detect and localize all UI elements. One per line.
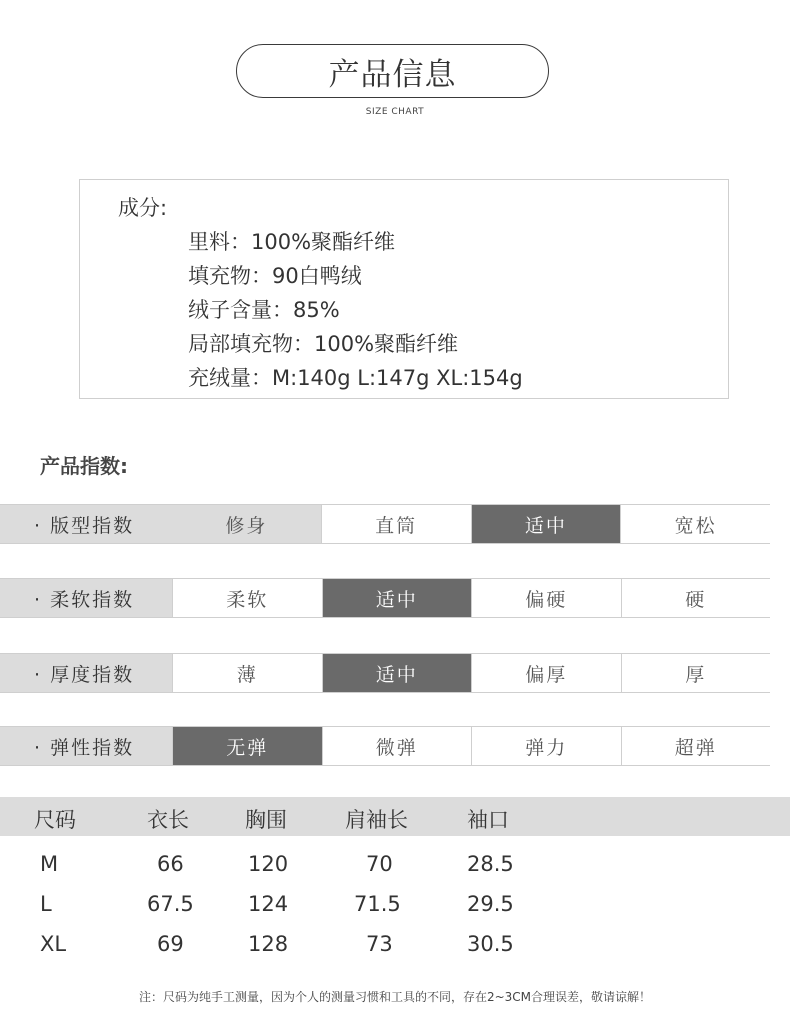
index-option: 硬 <box>621 579 771 617</box>
index-option: 修身 <box>172 505 321 543</box>
index-option: 偏硬 <box>471 579 621 617</box>
index-option-selected: 适中 <box>322 579 472 617</box>
table-row <box>0 932 790 972</box>
index-section-title: 产品指数: <box>40 454 128 478</box>
size-header-cell: 袖口 <box>467 808 509 832</box>
table-row <box>0 892 790 932</box>
index-option-selected: 适中 <box>471 505 621 543</box>
measurement-note: 注：尺码为纯手工测量，因为个人的测量习惯和工具的不同，存在2~3CM合理误差，敬请谅解！ <box>138 990 652 1004</box>
size-cell: 128 <box>248 932 289 956</box>
size-cell: 66 <box>157 852 184 876</box>
table-row <box>0 852 790 892</box>
index-option: 偏厚 <box>471 654 621 692</box>
page-title-text: 产品信息 <box>328 56 457 93</box>
composition-line: 绒子含量：85% <box>188 298 340 322</box>
index-option-selected: 无弹 <box>172 727 322 765</box>
index-option: 超弹 <box>621 727 771 765</box>
size-cell: XL <box>40 932 67 956</box>
index-row-fit <box>0 504 770 544</box>
size-cell: 28.5 <box>467 852 514 876</box>
index-row-elasticity <box>0 726 770 766</box>
size-cell: 29.5 <box>467 892 514 916</box>
size-cell: L <box>40 892 52 916</box>
size-cell: 124 <box>248 892 289 916</box>
index-row-softness <box>0 578 770 618</box>
size-cell: 73 <box>366 932 393 956</box>
index-option-selected: 适中 <box>322 654 472 692</box>
composition-line: 局部填充物：100%聚酯纤维 <box>188 332 459 356</box>
composition-heading: 成分: <box>118 196 168 220</box>
index-row-label: · 版型指数 <box>0 505 172 543</box>
size-cell: 69 <box>157 932 184 956</box>
size-header-cell: 胸围 <box>245 808 287 832</box>
size-header-cell: 肩袖长 <box>345 808 408 832</box>
composition-line: 里料：100%聚酯纤维 <box>188 230 396 254</box>
size-cell: M <box>40 852 59 876</box>
index-option: 柔软 <box>172 579 322 617</box>
index-option: 厚 <box>621 654 771 692</box>
size-cell: 71.5 <box>354 892 401 916</box>
composition-box <box>79 179 729 399</box>
index-option: 宽松 <box>620 505 770 543</box>
size-header-cell: 尺码 <box>34 808 76 832</box>
index-option: 直筒 <box>321 505 471 543</box>
size-cell: 120 <box>248 852 289 876</box>
index-option: 弹力 <box>471 727 621 765</box>
size-cell: 30.5 <box>467 932 514 956</box>
size-table-header <box>0 797 790 836</box>
composition-line: 填充物：90白鸭绒 <box>188 264 362 288</box>
size-cell: 70 <box>366 852 393 876</box>
index-row-label: · 弹性指数 <box>0 727 172 765</box>
index-row-thickness <box>0 653 770 693</box>
index-row-label: · 柔软指数 <box>0 579 172 617</box>
composition-line: 充绒量：M:140g L:147g XL:154g <box>188 366 523 390</box>
page-subtitle: SIZE CHART <box>365 107 425 117</box>
size-header-cell: 衣长 <box>147 808 189 832</box>
index-option: 微弹 <box>322 727 472 765</box>
index-option: 薄 <box>172 654 322 692</box>
index-row-label: · 厚度指数 <box>0 654 172 692</box>
size-cell: 67.5 <box>147 892 194 916</box>
page-title <box>236 44 549 98</box>
